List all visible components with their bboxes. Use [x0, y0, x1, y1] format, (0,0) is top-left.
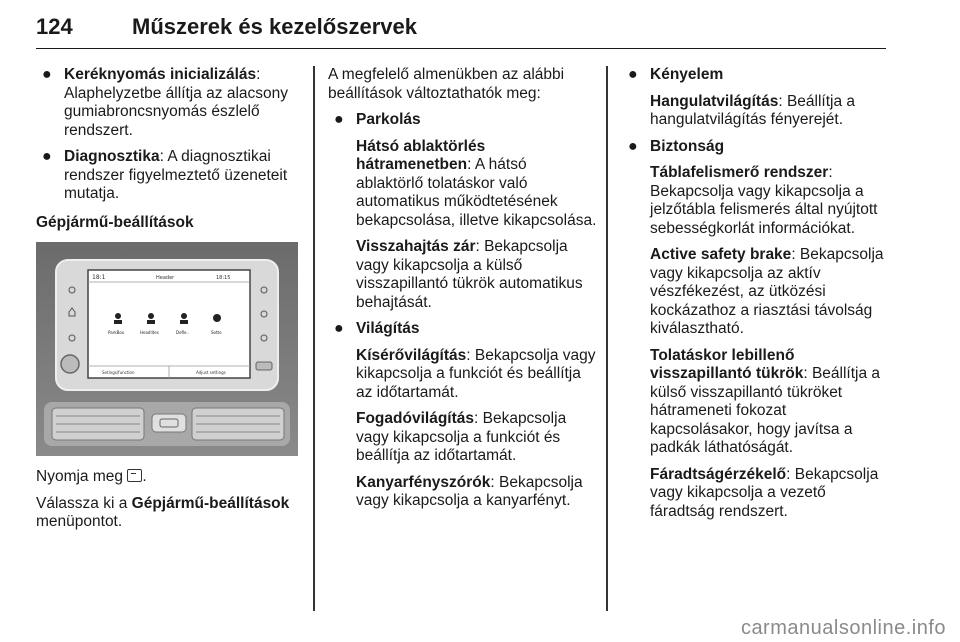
infotainment-figure	[36, 242, 298, 456]
section-heading: Parkolás	[356, 111, 421, 128]
instruction-press: Nyomja meg .	[36, 468, 147, 485]
section-parking	[328, 111, 598, 312]
instruction-select: Válassza ki a Gépjármű-beállítások menüpontot.	[36, 494, 290, 530]
screen-tile-label: Defle..	[176, 330, 190, 335]
page-number: 124	[36, 14, 73, 39]
screen-tile-label: Headlites	[140, 330, 159, 335]
list-item: Visszahajtás zár: Bekapcsolja vagy kikapcsolja a külső visszapillantó tükrök automatikus behajtását.	[356, 238, 583, 311]
list-item: Fogadóvilágítás: Bekapcsolja vagy kikapcsolja a funkciót és beállítja az időtartamát.	[356, 410, 567, 464]
section-comfort	[622, 66, 892, 130]
list-item: Kanyarfényszórók: Bekapcsolja vagy kikapcsolja a kanyarfényt.	[356, 473, 583, 509]
list-item: Hátsó ablaktörlés hátramenetben: A hátsó ablaktörlő tolatáskor való automatikus működtetésének bekapcsolása, illetve kikapcsolása.	[356, 137, 597, 229]
item-term: Keréknyomás inicializálás	[64, 66, 257, 83]
list-item: Táblafelismerő rendszer: Bekapcsolja vagy kikapcsolja a jelzőtábla felismerés által nyújtott sebességkorlát információkat.	[650, 164, 878, 237]
screen-bottom-left: Setings/function	[102, 370, 135, 375]
screen-tile-label: ParkBox	[108, 330, 125, 335]
section-heading: Kényelem	[650, 66, 724, 83]
column-3	[622, 66, 892, 529]
section-safety	[622, 138, 892, 522]
section-title: Gépjármű-beállítások	[36, 213, 194, 231]
list-item: Active safety brake: Bekapcsolja vagy kikapcsolja az aktív vészfékezést, az ütközési kockázathoz a riasztási távolság kiválasztható.	[650, 246, 884, 337]
column-divider	[313, 66, 315, 611]
screen-status-mid: Header	[156, 275, 175, 281]
list-item: Hangulatvilágítás: Beállítja a hangulatvilágítás fényerejét.	[650, 92, 856, 128]
section-heading: Világítás	[356, 320, 420, 337]
list-item	[36, 66, 300, 140]
intro-text: A megfelelő almenükben az alábbi beállítások változtathatók meg:	[328, 66, 565, 102]
bullet-icon: ●	[42, 148, 52, 165]
item-text: : A diagnosztikai rendszer figyelmeztető üzeneteit mutatja.	[64, 148, 288, 202]
item-term: Diagnosztika	[64, 148, 160, 165]
list-item	[36, 148, 300, 204]
bullet-icon: ●	[628, 66, 638, 83]
watermark[interactable]: carmanualsonline.info	[740, 617, 946, 639]
bullet-icon: ●	[334, 111, 344, 128]
column-1	[36, 66, 300, 540]
section-lighting	[328, 320, 598, 511]
screen-status-right: 18:15	[216, 275, 231, 281]
screen-tile-label: Sotto	[211, 330, 222, 335]
page-header	[36, 8, 886, 49]
list-item: Fáradtságérzékelő: Bekapcsolja vagy kikapcsolja a vezető fáradtság rendszert.	[650, 465, 879, 520]
bullet-icon: ●	[628, 137, 638, 155]
bullet-icon: ●	[334, 320, 344, 337]
list-item: Tolatáskor lebillenő visszapillantó tükrök: Beállítja a külső visszapillantó tükröket hátrameneti fokozat kapcsolásakor, hogy javítsa a padkák láthatóságát.	[650, 346, 881, 456]
screen-status-left: 18:1	[92, 274, 106, 281]
item-text: : Alaphelyzetbe állítja az alacsony gumiabroncsnyomás észlelő rendszert.	[64, 66, 289, 139]
bullet-icon: ●	[42, 66, 52, 83]
list-item: Kísérővilágítás: Bekapcsolja vagy kikapcsolja a funkciót és beállítja az időtartamát.	[356, 346, 596, 401]
column-2	[328, 66, 598, 519]
column-divider	[606, 66, 608, 611]
vehicle-settings-button-icon	[127, 469, 142, 482]
chapter-title: Műszerek és kezelőszervek	[132, 14, 417, 39]
screen-bottom-right: Adjust settings	[196, 370, 226, 375]
section-heading: Biztonság	[650, 137, 725, 155]
